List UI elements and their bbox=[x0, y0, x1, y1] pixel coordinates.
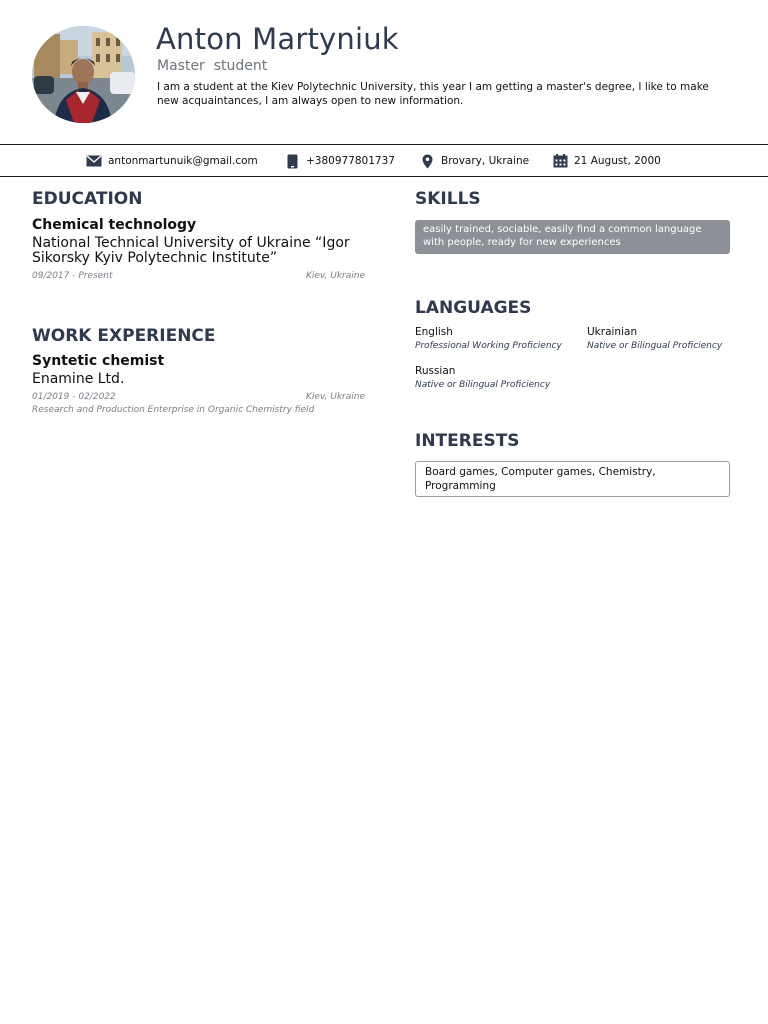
calendar-icon bbox=[552, 153, 568, 169]
language-name-english: English bbox=[415, 326, 453, 338]
work-dates: 01/2019 - 02/2022 bbox=[32, 392, 116, 402]
profile-photo bbox=[32, 26, 135, 123]
work-role: Syntetic chemist bbox=[32, 353, 165, 369]
job-title: Master student bbox=[157, 58, 268, 74]
candidate-name: Anton Martyniuk bbox=[156, 22, 399, 56]
contact-bar bbox=[0, 144, 768, 177]
interests-heading: INTERESTS bbox=[415, 431, 520, 451]
education-degree: Chemical technology bbox=[32, 217, 197, 233]
skills-heading: SKILLS bbox=[415, 189, 481, 209]
work-location: Kiev, Ukraine bbox=[306, 392, 366, 402]
language-name-russian: Russian bbox=[415, 365, 456, 377]
location-text: Brovary, Ukraine bbox=[441, 155, 530, 167]
education-location: Kiev, Ukraine bbox=[306, 271, 366, 281]
contact-birthday bbox=[552, 153, 661, 169]
language-level-english: Professional Working Proficiency bbox=[415, 341, 562, 351]
education-heading: EDUCATION bbox=[32, 189, 143, 209]
language-name-ukrainian: Ukrainian bbox=[587, 326, 638, 338]
work-heading: WORK EXPERIENCE bbox=[32, 326, 216, 346]
work-company: Enamine Ltd. bbox=[32, 371, 125, 387]
skill-tag: easily trained, sociable, easily find a common language with people, ready for new experiences bbox=[415, 220, 730, 254]
summary-text: I am a student at the Kiev Polytechnic University, this year I am getting a master's degree, I like to make new acquaintances, I am always open to new information. bbox=[157, 81, 709, 107]
interests-box: Board games, Computer games, Chemistry, Programming bbox=[415, 461, 730, 497]
envelope-icon bbox=[86, 153, 102, 169]
contact-location bbox=[419, 153, 529, 169]
language-level-russian: Native or Bilingual Proficiency bbox=[415, 380, 551, 390]
phone-icon bbox=[284, 153, 300, 169]
location-pin-icon bbox=[419, 153, 435, 169]
profile-photo-image bbox=[32, 26, 135, 123]
contact-phone bbox=[284, 153, 395, 169]
languages-heading: LANGUAGES bbox=[415, 298, 532, 318]
work-description: Research and Production Enterprise in Organic Chemistry field bbox=[32, 405, 315, 415]
birthday-text: 21 August, 2000 bbox=[574, 155, 661, 167]
email-text[interactable]: antonmartunuik@gmail.com bbox=[108, 155, 258, 167]
education-school: National Technical University of Ukraine “Igor Sikorsky Kyiv Polytechnic Institute” bbox=[32, 235, 350, 266]
phone-text[interactable]: +380977801737 bbox=[306, 155, 395, 167]
education-dates: 09/2017 - Present bbox=[32, 271, 113, 281]
language-level-ukrainian: Native or Bilingual Proficiency bbox=[587, 341, 723, 351]
contact-email bbox=[86, 153, 258, 169]
